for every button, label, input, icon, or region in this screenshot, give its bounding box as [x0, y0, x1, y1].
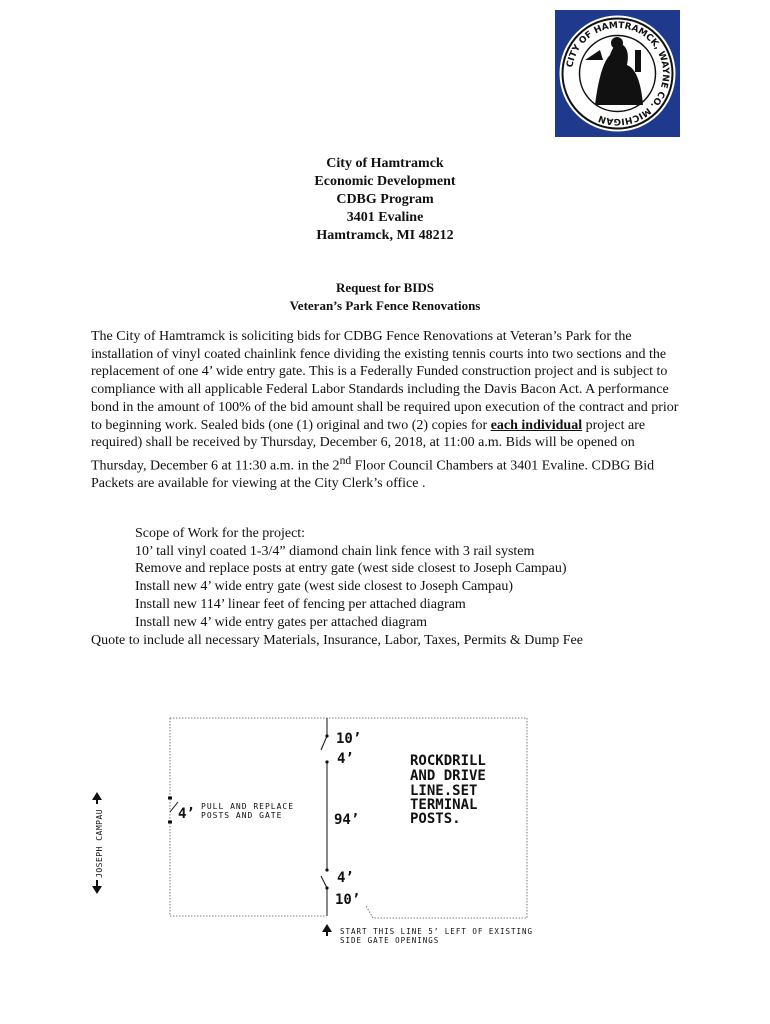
install-note: AND DRIVE [410, 768, 486, 784]
lower-gate-dimension: 4’ [337, 870, 354, 886]
scope-item: Install new 114’ linear feet of fencing per attached diagram [135, 596, 466, 612]
scope-item: Install new 4’ wide entry gates per attached diagram [135, 614, 428, 630]
paragraph-text: project are required) shall be received by Thursday, December 6, 2018, at 11:00 a.m. Bids will be opened on Thursday, December 6 at 11:30 a.m. in the 2 [91, 417, 646, 474]
request-line: Request for BIDS [336, 280, 434, 295]
start-note: START THIS LINE 5’ LEFT OF EXISTING [340, 927, 534, 936]
bottom-dimension: 10’ [335, 892, 361, 908]
install-note: TERMINAL [410, 797, 478, 813]
superscript: nd [339, 453, 352, 467]
paragraph-text: Floor Council Chambers at 3401 Evaline. CDBG Bid Packets are available for viewing at the City Clerk’s office . [91, 458, 655, 492]
emphasis-text: each individual [490, 417, 583, 433]
address-block [0, 155, 770, 245]
address-line: City of Hamtramck [326, 156, 444, 171]
left-gate-note: PULL AND REPLACE [201, 802, 295, 811]
scope-of-work [135, 525, 567, 631]
install-note: POSTS. [410, 811, 461, 827]
start-note: SIDE GATE OPENINGS [340, 936, 440, 945]
middle-dimension: 94’ [334, 812, 360, 828]
fence-diagram [80, 710, 560, 960]
scope-item: 10’ tall vinyl coated 1-3/4” diamond chain link fence with 3 rail system [135, 543, 535, 559]
install-note: LINE.SET [410, 783, 478, 799]
street-label: JOSEPH CAMPAU [95, 808, 104, 878]
address-line: CDBG Program [336, 192, 434, 207]
left-gate-note: POSTS AND GATE [201, 811, 283, 820]
quote-line: Quote to include all necessary Materials, Insurance, Labor, Taxes, Permits & Dump Fee [91, 633, 583, 648]
city-seal-logo [555, 10, 680, 137]
address-line: 3401 Evaline [346, 210, 424, 225]
address-line: Economic Development [314, 174, 456, 189]
request-line: Veteran’s Park Fence Renovations [289, 298, 481, 313]
bid-paragraph [91, 328, 691, 493]
top-dimension: 10’ [336, 731, 362, 747]
scope-title: Scope of Work for the project: [135, 526, 306, 541]
upper-gate-dimension: 4’ [337, 751, 354, 767]
install-note: ROCKDRILL [410, 753, 486, 769]
scope-item: Remove and replace posts at entry gate (west side closest to Joseph Campau) [135, 561, 567, 577]
paragraph-text: The City of Hamtramck is soliciting bids for CDBG Fence Renovations at Veteran’s Park for the installation of vinyl coated chainlink fence dividing the existing tennis courts into two sections and the replacement of one 4’ wide entry gate. This is a Federally Funded construction project and is subject to compliance with all applicable Federal Labor Standards including the Davis Bacon Act. A performance bond in the amount of 100% of the bid amount shall be required upon execution of the contract and prior to beginning work. Sealed bids (one (1) original and two (2) copies for [91, 329, 679, 433]
address-line: Hamtramck, MI 48212 [316, 228, 454, 243]
seal-text: CITY OF HAMTRAMCK, WAYNE CO. MICHIGAN [565, 20, 671, 127]
left-gate-dimension: 4’ [178, 806, 195, 822]
request-title [0, 279, 770, 315]
scope-item: Install new 4’ wide entry gate (west side closest to Joseph Campau) [135, 579, 514, 595]
